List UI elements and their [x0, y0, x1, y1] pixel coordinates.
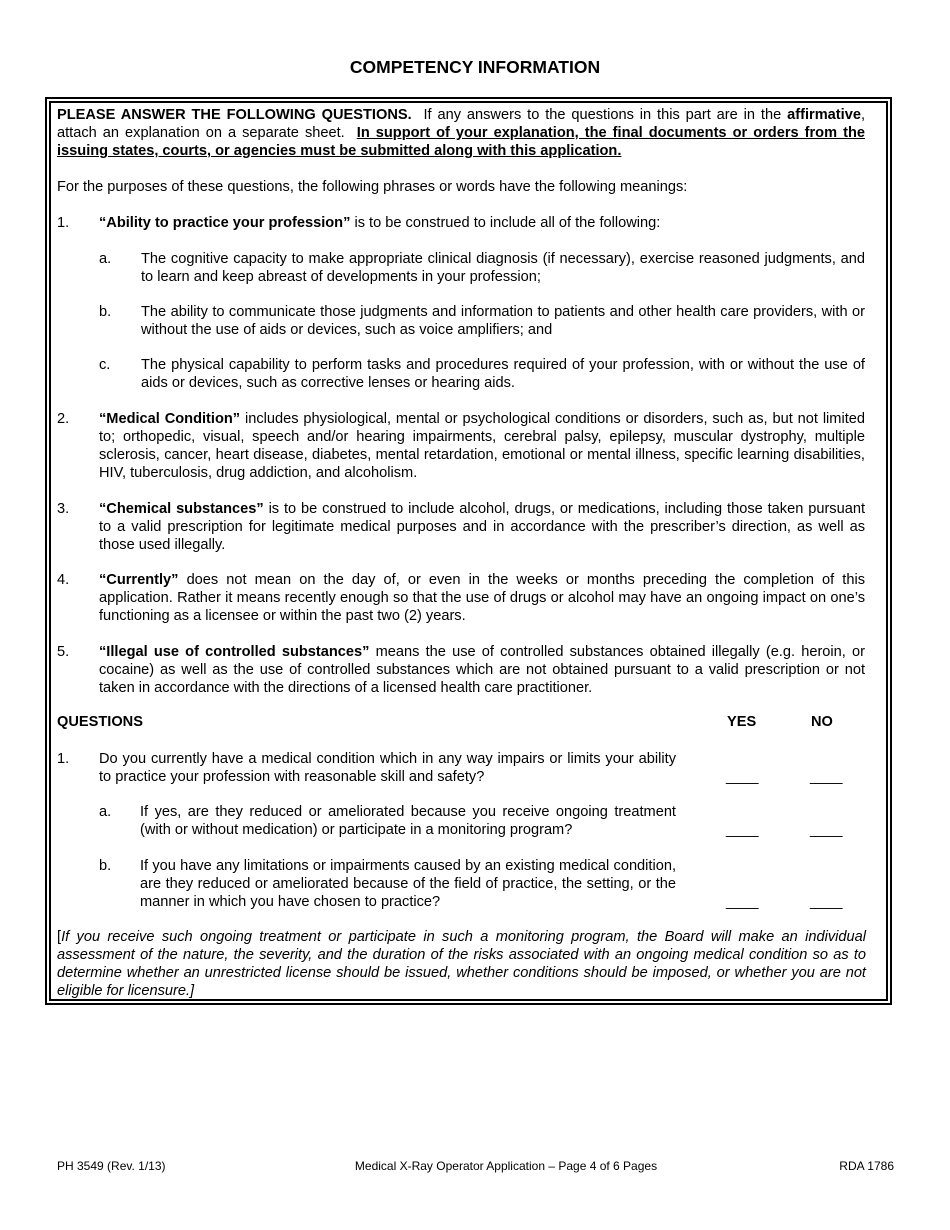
- definition-number: 5.: [57, 644, 70, 660]
- definition-number: 3.: [57, 501, 70, 517]
- definition-item: [99, 214, 865, 232]
- definition-text: is to be construed to include alcohol, drugs, or medications, including those taken pursuant to a valid prescription for legitimate medical purposes and in accordance with the prescriber’s direction, as well as those used illegally.: [99, 501, 865, 553]
- no-answer-blank[interactable]: ____: [810, 894, 843, 910]
- intro-underlined: In support of your explanation, the final documents or orders from the issuing states, courts, or agencies must be submitted along with this application.: [57, 125, 865, 159]
- definition-term: “Currently”: [99, 572, 179, 588]
- intro-affirmative: affirmative: [787, 107, 861, 123]
- page-title: COMPETENCY INFORMATION: [349, 57, 601, 77]
- question-number: b.: [99, 858, 112, 874]
- footer-form-number: PH 3549 (Rev. 1/13): [57, 1159, 166, 1173]
- question-text: If you have any limitations or impairments caused by an existing medical condition, are they reduced or ameliorated because of the field of practice, the setting, or the manner in which you have chosen to practice?: [140, 858, 676, 910]
- yes-answer-blank[interactable]: ____: [726, 894, 759, 910]
- question-number: 1.: [57, 751, 70, 767]
- no-answer-blank[interactable]: ____: [810, 822, 843, 838]
- footer-page-info: Medical X-Ray Operator Application – Page 4 of 6 Pages: [354, 1159, 658, 1173]
- intro-text-1: If any answers to the questions in this part are in the: [423, 107, 782, 123]
- subitem-text: The ability to communicate those judgments and information to patients and other health care providers, with or without the use of aids or devices, such as voice amplifiers; and: [141, 304, 865, 338]
- question-text: Do you currently have a medical condition which in any way impairs or limits your ability to practice your profession with reasonable skill and safety?: [99, 751, 676, 785]
- definition-number: 1.: [57, 215, 70, 231]
- note-bracket: [: [57, 929, 62, 945]
- subitem-text: The physical capability to perform tasks and procedures required of your profession, with or without the use of aids or devices, such as corrective lenses or hearing aids.: [141, 357, 865, 391]
- italic-note: [57, 928, 866, 1000]
- definition-item: [99, 571, 865, 625]
- subitem-text: The cognitive capacity to make appropriate clinical diagnosis (if necessary), exercise reasoned judgments, and to learn and keep abreast of developments in your profession;: [141, 251, 865, 285]
- definition-term: “Illegal use of controlled substances”: [99, 644, 370, 660]
- definition-text: includes physiological, mental or psychological conditions or disorders, such as, but not limited to; orthopedic, visual, speech and/or hearing impairments, cerebral palsy, epilepsy, muscular dystrophy, multiple sclerosis, cancer, heart disease, diabetes, mental retardation, emotional or mental illness, specific learning disabilities, HIV, tuberculosis, drug addiction, and alcoholism.: [99, 411, 865, 481]
- questions-heading: QUESTIONS: [57, 714, 143, 730]
- definition-item: [99, 410, 865, 482]
- subitem-letter: a.: [99, 251, 112, 267]
- definition-term: “Chemical substances”: [99, 501, 264, 517]
- definition-number: 2.: [57, 411, 70, 427]
- definition-term: “Ability to practice your profession”: [99, 215, 351, 231]
- yes-answer-blank[interactable]: ____: [726, 822, 759, 838]
- meanings-intro: For the purposes of these questions, the following phrases or words have the following meanings:: [57, 179, 688, 195]
- definition-text: does not mean on the day of, or even in the weeks or months preceding the completion of this application. Rather it means recently enough so that the use of drugs or alcohol may have an ongoing impact on one’s functioning as a licensee or within the past two (2) years.: [99, 572, 865, 624]
- no-answer-blank[interactable]: ____: [810, 769, 843, 785]
- footer-code: RDA 1786: [839, 1159, 894, 1173]
- intro-text-2: , attach an explanation on a separate sheet.: [57, 107, 865, 141]
- definition-term: “Medical Condition”: [99, 411, 241, 427]
- question-number: a.: [99, 804, 112, 820]
- subitem-letter: b.: [99, 304, 112, 320]
- yes-column-heading: YES: [727, 714, 757, 730]
- subitem-letter: c.: [99, 357, 111, 373]
- note-text: If you receive such ongoing treatment or participate in such a monitoring program, the Board will make an individual assessment of the nature, the severity, and the duration of the risks associated with an ongoing medical condition so as to determine whether an unrestricted license should be issued, whether conditions should be imposed, or whether you are not eligible for licensure.]: [57, 929, 866, 999]
- definition-text: is to be construed to include all of the following:: [354, 215, 661, 231]
- definition-text: means the use of controlled substances obtained illegally (e.g. heroin, or cocaine) as well as the use of controlled substances which are not obtained pursuant to a valid prescription or not taken in accordance with the directions of a licensed health care practitioner.: [99, 644, 865, 696]
- yes-answer-blank[interactable]: ____: [726, 769, 759, 785]
- intro-lead: PLEASE ANSWER THE FOLLOWING QUESTIONS.: [57, 107, 412, 123]
- intro-paragraph: [57, 106, 865, 160]
- definition-item: [99, 500, 865, 554]
- definition-number: 4.: [57, 572, 70, 588]
- no-column-heading: NO: [811, 714, 833, 730]
- definition-item: [99, 643, 865, 697]
- question-text: If yes, are they reduced or ameliorated because you receive ongoing treatment (with or without medication) or participate in a monitoring program?: [140, 804, 676, 838]
